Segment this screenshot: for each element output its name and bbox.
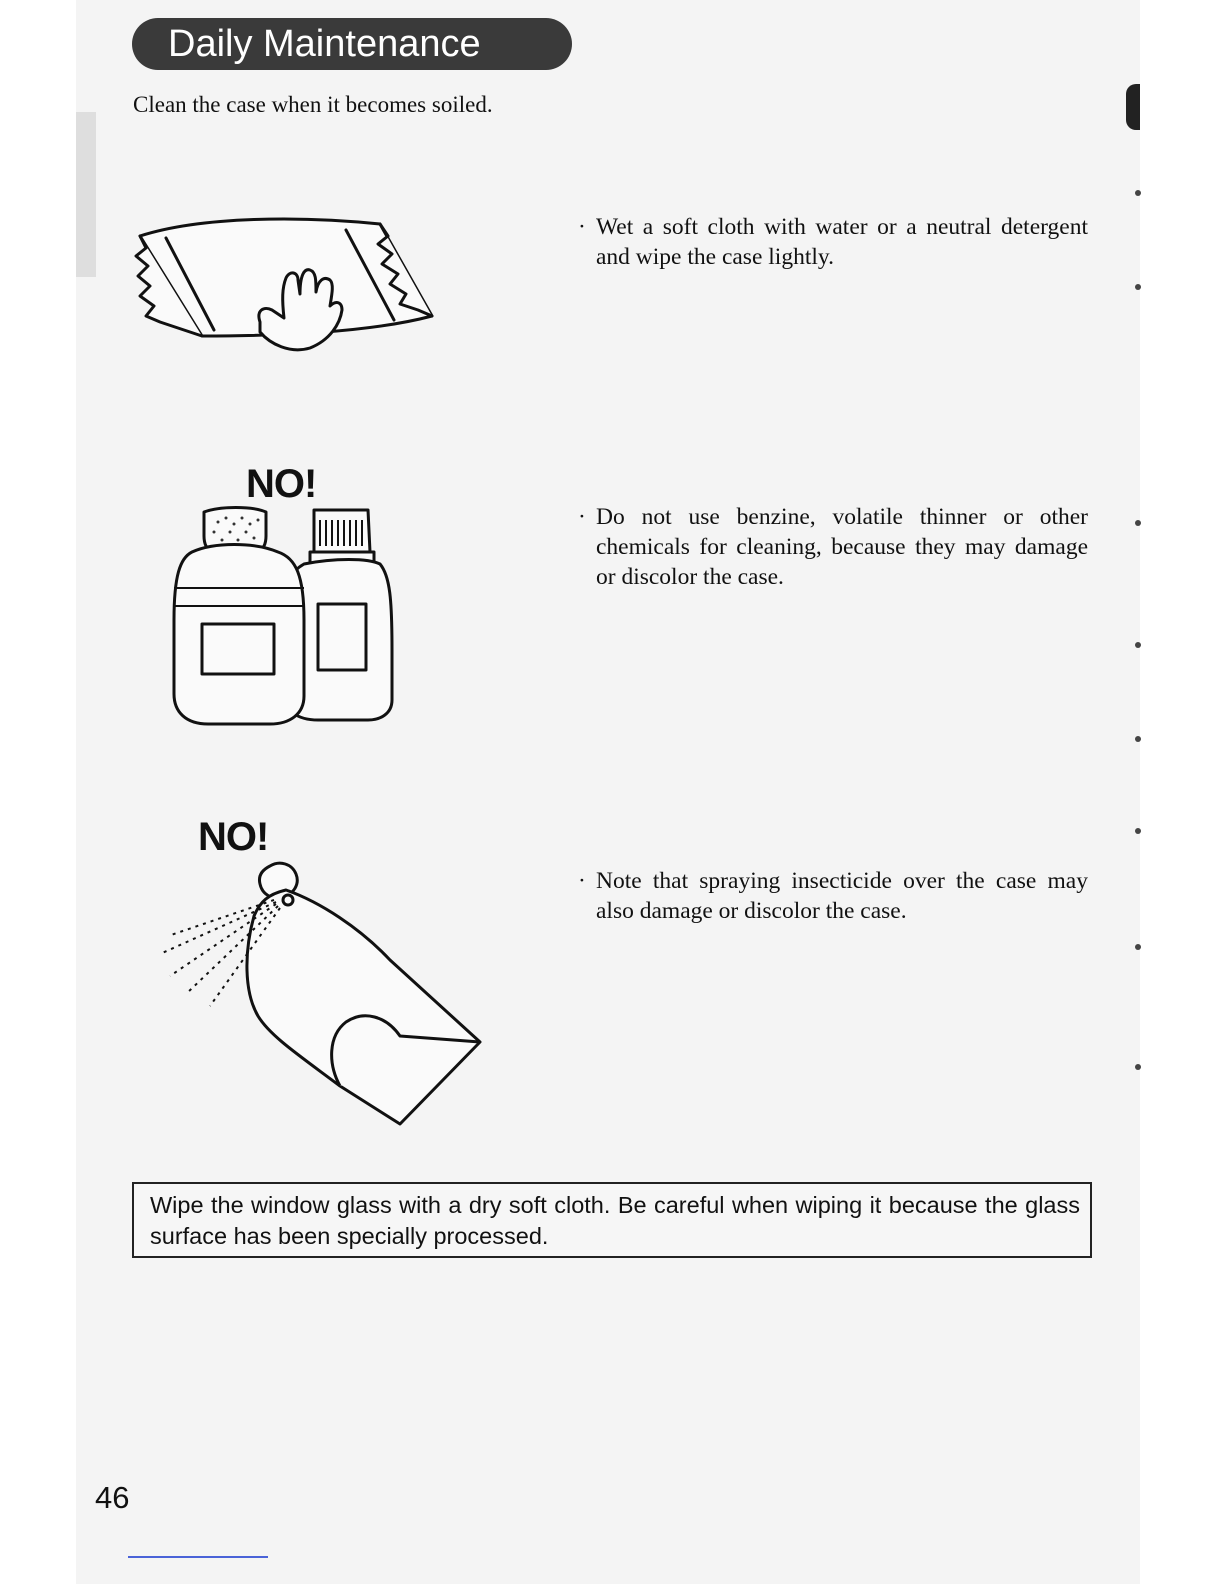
warning-no-label: NO! xyxy=(198,815,269,859)
next-page-bullet xyxy=(1135,190,1141,196)
next-page-edge xyxy=(1140,0,1224,1584)
next-page-bullet xyxy=(1135,736,1141,742)
spray-can-icon xyxy=(150,856,490,1132)
next-page-bullet xyxy=(1135,828,1141,834)
next-page-bullet xyxy=(1135,642,1141,648)
warning-no-label: NO! xyxy=(246,462,317,506)
next-page-glyph xyxy=(1126,84,1140,130)
next-page-bullet xyxy=(1135,944,1141,950)
next-page-bullet xyxy=(1135,520,1141,526)
glass-cleaning-note: Wipe the window glass with a dry soft cloth. Be careful when wiping it because the glass surface has been specially processed. xyxy=(132,1182,1092,1258)
next-page-bullet xyxy=(1135,1064,1141,1070)
intro-text: Clean the case when it becomes soiled. xyxy=(133,92,493,117)
page-edge-tab xyxy=(76,112,96,277)
instruction-insecticide-text: · Note that spraying insecticide over the case may also damage or discolor the case. xyxy=(578,866,1088,926)
chemical-bottles-icon xyxy=(168,500,400,728)
section-title: Daily Maintenance xyxy=(132,18,572,70)
instruction-wipe-text: · Wet a soft cloth with water or a neutral detergent and wipe the case lightly. xyxy=(578,212,1088,272)
next-page-bullet xyxy=(1135,284,1141,290)
page-number: 46 xyxy=(95,1480,130,1515)
instruction-chemicals-text: · Do not use benzine, volatile thinner or other chemicals for cleaning, because they may damage or discolor the case. xyxy=(578,502,1088,592)
footer-link-underline xyxy=(128,1556,268,1558)
cloth-wipe-icon xyxy=(132,214,442,354)
left-margin xyxy=(0,0,76,1584)
